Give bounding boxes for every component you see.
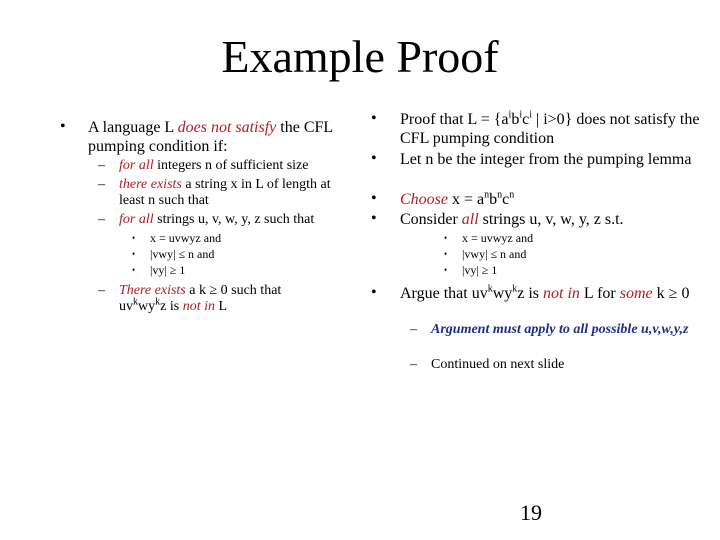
small-bullet: • [132,249,136,259]
dash: – [410,322,417,337]
page-number: 19 [520,500,542,525]
right-cond2: |vwy| ≤ n and [462,247,527,261]
right-b4: Consider all strings u, v, w, y, z s.t. [400,211,624,228]
dash: – [98,283,105,298]
left-sub2: there exists a string x in L of length at least n such that [119,177,331,208]
dash: – [410,357,417,372]
bullet-dot: • [60,118,66,135]
right-cond3: |vy| ≥ 1 [462,263,498,277]
right-sub2: Continued on next slide [431,357,565,372]
small-bullet: • [132,265,136,275]
small-bullet: • [132,233,136,243]
left-cond2: |vwy| ≤ n and [150,247,215,261]
bullet-dot: • [371,150,377,167]
left-intro: A language L does not satisfy the CFL pumping condition if: [88,119,333,155]
left-cond3: |vy| ≥ 1 [150,263,186,277]
bullet-dot: • [371,190,377,207]
right-b5: Argue that $uv^kwy^kz$ is not in L for some k ≥ 0 [400,283,690,302]
dash: – [98,177,105,192]
dash: – [98,212,105,227]
right-b2: Let n be the integer from the pumping lemma [400,151,692,168]
right-cond1: x = uvwyz and [462,231,534,245]
slide-title: Example Proof [221,31,499,82]
right-sub1: Argument must apply to all possible u,v,w,y,z [431,322,689,337]
small-bullet: • [444,265,448,275]
small-bullet: • [444,233,448,243]
right-b3: Choose $x = a^nb^nc^n$ [400,189,515,208]
left-sub3: for all strings u, v, w, y, z such that [119,212,315,227]
bullet-dot: • [371,284,377,301]
left-sub4: There exists a k ≥ 0 such that $uv^kwy^kz$ is not in L [119,283,282,314]
left-sub1: for all integers n of sufficient size [119,158,309,173]
small-bullet: • [444,249,448,259]
bullet-dot: • [371,210,377,227]
right-b1: Proof that $L = \{a^ib^ic^i$ | i>0} does not satisfy the CFL pumping condition [400,109,700,147]
bullet-dot: • [371,110,377,127]
dash: – [98,158,105,173]
left-cond1: x = uvwyz and [150,231,222,245]
